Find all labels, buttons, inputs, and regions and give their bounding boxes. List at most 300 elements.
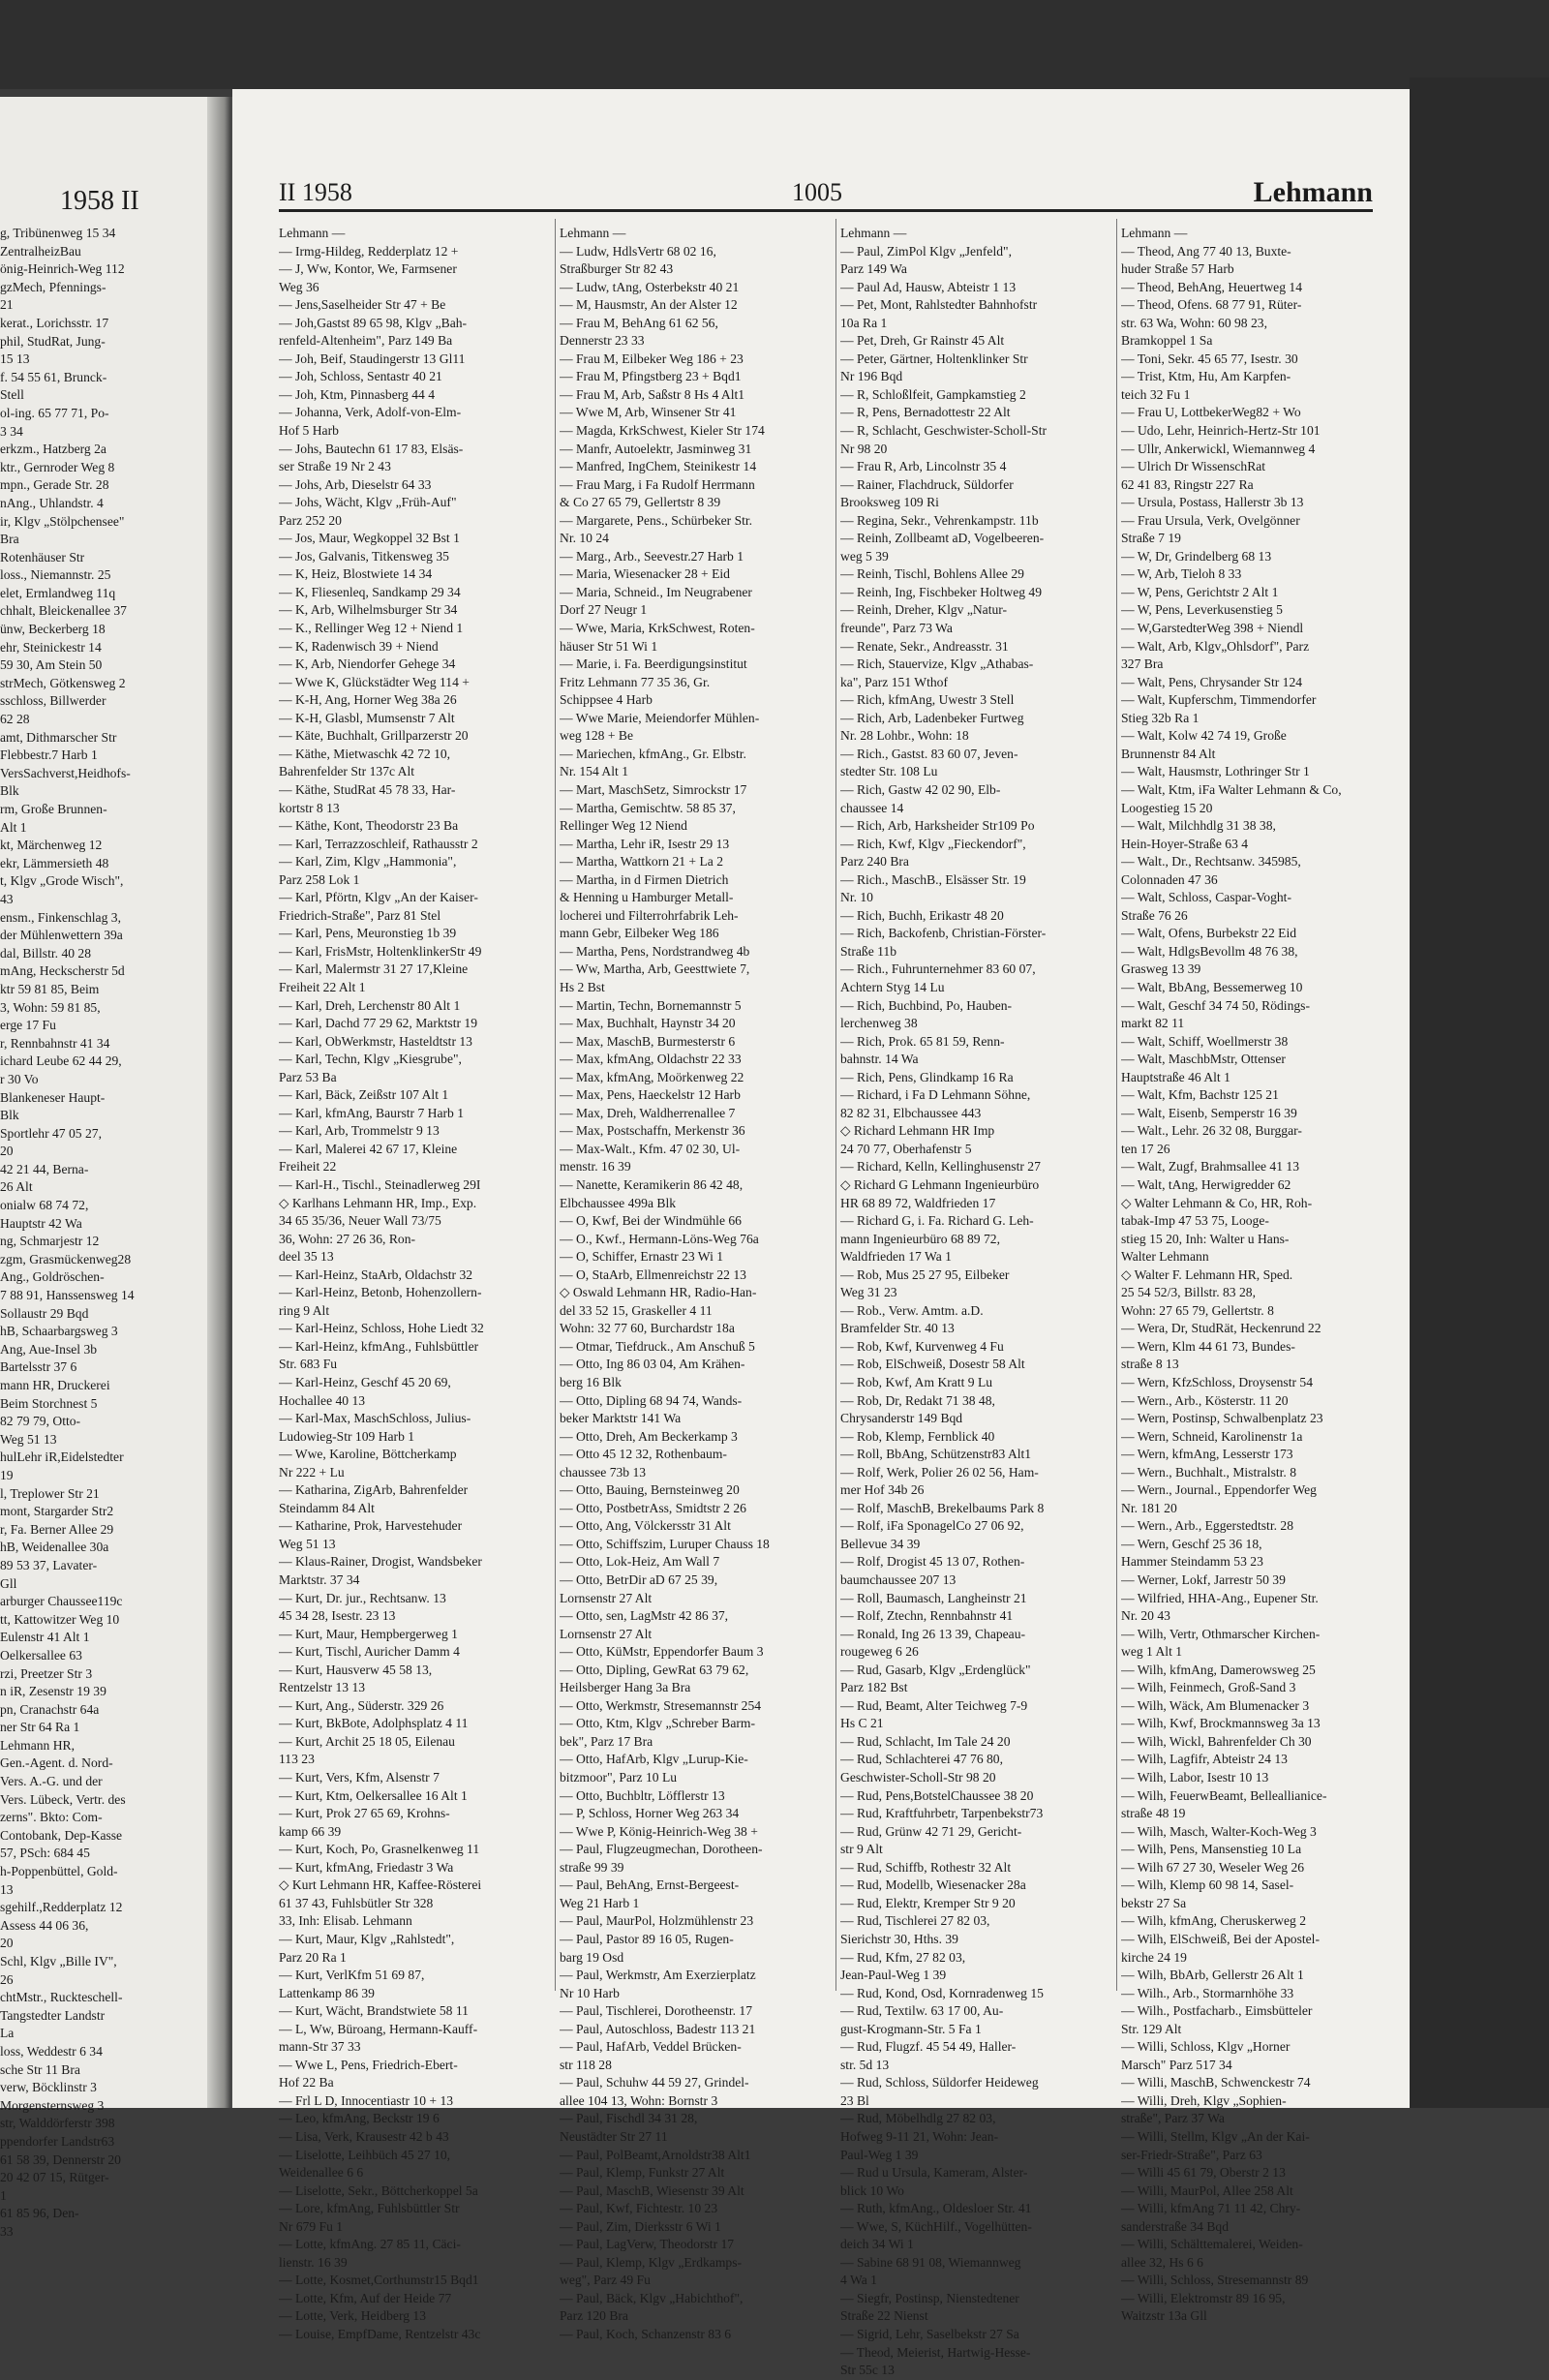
directory-entry-line: Lattenkamp 86 39 <box>279 1985 375 2000</box>
directory-entry-line: — Ullr, Ankerwickl, Wiemannweg 4 <box>1121 441 1316 456</box>
directory-entry-line: 45 34 28, Isestr. 23 13 <box>279 1608 396 1624</box>
directory-entry-line: Oelkersallee 63 <box>0 1647 82 1663</box>
directory-entry-line: Hauptstraße 46 Alt 1 <box>1121 1069 1230 1084</box>
directory-entry-line: — Kurt, kfmAng, Friedastr 3 Wa <box>279 1859 454 1875</box>
directory-entry-line: ner Str 64 Ra 1 <box>0 1720 80 1735</box>
directory-entry-line: — Rich, Prok. 65 81 59, Renn- <box>840 1033 1005 1049</box>
directory-entry-line: — Karl-H., Tischl., Steinadlerweg 29I <box>279 1176 481 1192</box>
directory-entry-line: — Pet, Mont, Rahlstedter Bahnhofstr <box>840 297 1038 313</box>
directory-entry-line: chtMstr., Ruckteschell- <box>0 1990 123 2005</box>
directory-entry-line: — Rob., Verw. Amtm. a.D. <box>840 1302 984 1318</box>
directory-entry-line: — O, Schiffer, Ernastr 23 Wi 1 <box>560 1249 724 1265</box>
directory-entry-line: — Lotte, kfmAng. 27 85 11, Cäci- <box>279 2237 461 2252</box>
directory-column-2 <box>560 225 821 2344</box>
directory-entry-line: — Max, Buchhalt, Haynstr 34 20 <box>560 1016 736 1031</box>
directory-entry-line: — Willi, Elektromstr 89 16 95, <box>1121 2290 1286 2305</box>
directory-entry-line: — Frau M, Arb, Saßstr 8 Hs 4 Alt1 <box>560 386 745 402</box>
directory-entry-line: — Joh, Ktm, Pinnasberg 44 4 <box>279 386 435 402</box>
directory-entry-line: — Frau M, Eilbeker Weg 186 + 23 <box>560 351 744 366</box>
directory-entry-line: der Mühlenwettern 39a <box>0 928 123 943</box>
directory-entry-line: teich 32 Fu 1 <box>1121 386 1191 402</box>
directory-entry-line: Hof 22 Ba <box>279 2075 334 2090</box>
directory-entry-line: 19 <box>0 1467 14 1482</box>
scan-edge <box>1410 77 1549 2108</box>
directory-entry-line: Bra <box>0 532 19 547</box>
directory-entry-line: — Rolf, Ztechn, Rennbahnstr 41 <box>840 1608 1014 1624</box>
directory-entry-line: — Toni, Sekr. 45 65 77, Isestr. 30 <box>1121 351 1298 366</box>
directory-entry-line: 33 <box>0 2223 14 2239</box>
directory-entry-line: ZentralheizBau <box>0 243 81 259</box>
directory-entry-line: Freiheit 22 <box>279 1159 337 1175</box>
directory-entry-line: — Rud, Schlachterei 47 76 80, <box>840 1752 1004 1767</box>
directory-entry-line: mer Hof 34b 26 <box>840 1482 925 1498</box>
directory-entry-line: phil, StudRat, Jung- <box>0 333 106 349</box>
directory-entry-line: Dorf 27 Neugr 1 <box>560 602 648 618</box>
directory-entry-line: — Willi, kfmAng 71 11 42, Chry- <box>1121 2201 1301 2216</box>
directory-entry-line: — Rud, Pens,BotstelChaussee 38 20 <box>840 1787 1034 1803</box>
directory-entry-line: — Wwe P, König-Heinrich-Weg 38 + <box>560 1823 758 1839</box>
directory-entry-line: Weg 51 13 <box>0 1431 57 1447</box>
directory-entry-line: — Karl-Heinz, Betonb, Hohenzollern- <box>279 1285 482 1300</box>
directory-entry-line: — R, Schloßlfeit, Gampkamstieg 2 <box>840 386 1026 402</box>
directory-entry-line: VersSachverst,Heidhofs- <box>0 765 131 780</box>
directory-entry-line: 20 42 07 15, Rütger- <box>0 2170 109 2185</box>
directory-entry-line: — Walt, Milchhdlg 31 38 38, <box>1121 818 1276 834</box>
directory-entry-line: verw, Böcklinstr 3 <box>0 2080 97 2095</box>
directory-entry-line: — Wilh., Postfacharb., Eimsbütteler <box>1121 2003 1313 2019</box>
directory-entry-line: — K., Rellinger Weg 12 + Niend 1 <box>279 621 464 636</box>
directory-entry-line: 4 Wa 1 <box>840 2273 877 2288</box>
directory-entry-line: Hauptstr 42 Wa <box>0 1215 82 1231</box>
left-page-column <box>0 225 194 2242</box>
directory-entry-line: ünw, Beckerberg 18 <box>0 622 106 637</box>
directory-entry-line: Walter Lehmann <box>1121 1249 1209 1265</box>
directory-entry-line: renfeld-Altenheim", Parz 149 Ba <box>279 333 453 349</box>
directory-entry-line: — Paul, Schuhw 44 59 27, Grindel- <box>560 2075 749 2090</box>
directory-entry-line: Straße 76 26 <box>1121 907 1188 923</box>
directory-entry-line: — Otto, Werkmstr, Stresemannstr 254 <box>560 1697 762 1713</box>
directory-entry-line: — Rich, Gastw 42 02 90, Elb- <box>840 781 1001 797</box>
directory-entry-line: — Lore, kfmAng, Fuhlsbüttler Str <box>279 2201 460 2216</box>
directory-entry-line: bekstr 27 Sa <box>1121 1895 1187 1910</box>
directory-entry-line: chaussee 73b 13 <box>560 1464 647 1480</box>
directory-entry-line: — Rolf, iFa SponagelCo 27 06 92, <box>840 1518 1024 1534</box>
directory-entry-line: Lehmann — <box>279 226 346 240</box>
directory-entry-line: — Theod, Meierist, Hartwig-Hesse- <box>840 2344 1031 2360</box>
directory-entry-line: — Paul, HafArb, Veddel Brücken- <box>560 2039 742 2055</box>
directory-entry-line: Contobank, Dep-Kasse <box>0 1827 123 1843</box>
directory-entry-line: — R, Pens, Bernadottestr 22 Alt <box>840 405 1011 420</box>
directory-entry-line: mann HR, Druckerei <box>0 1378 110 1392</box>
directory-entry-line: — Leo, kfmAng, Beckstr 19 6 <box>279 2111 440 2126</box>
directory-entry-line: 33, Inh: Elisab. Lehmann <box>279 1913 412 1929</box>
directory-entry-line: — Wwe L, Pens, Friedrich-Ebert- <box>279 2057 458 2072</box>
directory-entry-line: ◇ Richard Lehmann HR Imp <box>840 1123 995 1139</box>
directory-entry-line: — Karl, Terrazzoschleif, Rathausstr 2 <box>279 836 478 851</box>
directory-entry-line: — Paul, Pastor 89 16 05, Rugen- <box>560 1931 734 1946</box>
directory-entry-line: kerat., Lorichsstr. 17 <box>0 315 109 330</box>
directory-entry-line: weg", Parz 49 Fu <box>560 2273 651 2288</box>
directory-entry-line: zerns". Bkto: Com- <box>0 1810 103 1825</box>
directory-entry-line: — Rich, Buchh, Erikastr 48 20 <box>840 907 1004 923</box>
directory-entry-line: Bellevue 34 39 <box>840 1536 921 1551</box>
directory-entry-line: 26 Alt <box>0 1179 33 1195</box>
directory-entry-line: — Maria, Wiesenacker 28 + Eid <box>560 566 730 582</box>
directory-entry-line: — Rich, Stauervize, Klgv „Athabas- <box>840 656 1034 672</box>
directory-entry-line: — Willi, Dreh, Klgv „Sophien- <box>1121 2092 1287 2108</box>
directory-entry-line: — Reinh, Zollbeamt aD, Vogelbeeren- <box>840 531 1045 546</box>
directory-entry-line: Sportlehr 47 05 27, <box>0 1125 102 1141</box>
directory-entry-line: Nr 222 + Lu <box>279 1464 345 1480</box>
directory-entry-line: Alt 1 <box>0 819 27 835</box>
directory-entry-line: — Paul, Fischdl 34 31 28, <box>560 2111 698 2126</box>
directory-entry-line: ng, Schmarjestr 12 <box>0 1234 100 1249</box>
directory-entry-line: — Kurt, Ktm, Oelkersallee 16 Alt 1 <box>279 1787 468 1803</box>
directory-entry-line: — Käte, Buchhalt, Grillparzerstr 20 <box>279 728 469 744</box>
directory-entry-line: — Johs, Arb, Dieselstr 64 33 <box>279 476 432 492</box>
directory-entry-line: 89 53 37, Lavater- <box>0 1557 98 1572</box>
directory-entry-line: — Ronald, Ing 26 13 39, Chapeau- <box>840 1626 1026 1641</box>
directory-entry-line: — Marie, i. Fa. Beerdigungsinstitut <box>560 656 747 672</box>
directory-entry-line: 62 28 <box>0 712 30 727</box>
directory-entry-line: — Otto, Schiffszim, Luruper Chauss 18 <box>560 1536 770 1551</box>
directory-entry-line: Vers. A.-G. und der <box>0 1774 103 1789</box>
directory-entry-line: — Paul, MaschB, Wiesenstr 39 Alt <box>560 2182 744 2198</box>
directory-entry-line: — M, Hausmstr, An der Alster 12 <box>560 297 738 313</box>
directory-entry-line: — Wilh, Vertr, Othmarscher Kirchen- <box>1121 1626 1321 1641</box>
directory-entry-line: 34 65 35/36, Neuer Wall 73/75 <box>279 1213 441 1229</box>
directory-entry-line: — Willi, MaurPol, Allee 258 Alt <box>1121 2182 1293 2198</box>
directory-entry-line: — Rud, Kond, Osd, Kornradenweg 15 <box>840 1985 1044 2000</box>
directory-entry-line: — Mariechen, kfmAng., Gr. Elbstr. <box>560 746 746 761</box>
directory-entry-line: — Wwe, Maria, KrkSchwest, Roten- <box>560 621 755 636</box>
directory-entry-line: — Louise, EmpfDame, Rentzelstr 43c <box>279 2326 481 2341</box>
directory-entry-line: freunde", Parz 73 Wa <box>840 621 953 636</box>
directory-entry-line: — Karl, Arb, Trommelstr 9 13 <box>279 1123 440 1139</box>
directory-entry-line: — Walt, Kolw 42 74 19, Große <box>1121 728 1287 744</box>
directory-entry-line: Rotenhäuser Str <box>0 549 85 564</box>
directory-entry-line: — Frau U, LottbekerWeg82 + Wo <box>1121 405 1301 420</box>
directory-entry-line: — Otto, Ang, Völckersstr 31 Alt <box>560 1518 731 1534</box>
directory-entry-line: Hein-Hoyer-Straße 63 4 <box>1121 836 1249 851</box>
directory-entry-line: weg 1 Alt 1 <box>1121 1644 1183 1660</box>
directory-entry-line: Beim Storchnest 5 <box>0 1395 98 1411</box>
directory-entry-line: ir, Klgv „Stölpchensee" <box>0 513 125 529</box>
directory-entry-line: — Paul, MaurPol, Holzmühlenstr 23 <box>560 1913 754 1929</box>
directory-entry-line: 10a Ra 1 <box>840 315 888 330</box>
directory-entry-line: — Rud, Modellb, Wiesenacker 28a <box>840 1877 1026 1893</box>
directory-entry-line: — Ludw, HdlsVertr 68 02 16, <box>560 243 716 259</box>
directory-entry-line: — Walt, MaschbMstr, Ottenser <box>1121 1052 1286 1067</box>
directory-entry-line: — Rainer, Flachdruck, Süldorfer <box>840 476 1014 492</box>
directory-entry-line: — Karl, kfmAng, Baurstr 7 Harb 1 <box>279 1105 465 1120</box>
directory-entry-line: 327 Bra <box>1121 656 1164 672</box>
page-header <box>279 178 1373 212</box>
directory-entry-line: Straßburger Str 82 43 <box>560 261 674 277</box>
directory-entry-line: — Lotte, Kfm, Auf der Heide 77 <box>279 2290 452 2305</box>
directory-entry-line: Str 55c 13 <box>840 2363 895 2378</box>
directory-entry-line: Blk <box>0 1108 19 1123</box>
directory-entry-line: — Sabine 68 91 08, Wiemannweg <box>840 2254 1021 2270</box>
directory-entry-line: — Max, Dreh, Waldherrenallee 7 <box>560 1105 736 1120</box>
directory-entry-line: — Frl L D, Innocentiastr 10 + 13 <box>279 2092 454 2108</box>
directory-entry-line: hB, Weidenallee 30a <box>0 1540 109 1555</box>
directory-entry-line: — Wilh, kfmAng, Cheruskerweg 2 <box>1121 1913 1306 1929</box>
directory-entry-line: — Rud, Schlacht, Im Tale 24 20 <box>840 1733 1011 1749</box>
directory-entry-line: Nr. 181 20 <box>1121 1500 1177 1515</box>
directory-entry-line: sgehilf.,Redderplatz 12 <box>0 1900 123 1915</box>
directory-entry-line: — Ludw, tAng, Osterbekstr 40 21 <box>560 279 740 294</box>
directory-entry-line: — Max, kfmAng, Oldachstr 22 33 <box>560 1052 742 1067</box>
directory-entry-line: — Kurt, Maur, Hempbergerweg 1 <box>279 1626 458 1641</box>
directory-entry-line: — Willi, Stellm, Klgv „An der Kai- <box>1121 2128 1310 2144</box>
directory-entry-line: Parz 120 Bra <box>560 2308 628 2324</box>
directory-entry-line: kamp 66 39 <box>279 1823 342 1839</box>
directory-entry-line: — Kurt, Maur, Klgv „Rahlstedt", <box>279 1931 455 1946</box>
directory-entry-line: — Martin, Techn, Bornemannstr 5 <box>560 997 742 1013</box>
directory-entry-line: — W, Pens, Leverkusenstieg 5 <box>1121 602 1283 618</box>
directory-entry-line: Weg 51 13 <box>279 1536 336 1551</box>
directory-entry-line: — Wilh, FeuerwBeamt, Belleallianice- <box>1121 1787 1327 1803</box>
directory-entry-line: — Walt, Hausmstr, Lothringer Str 1 <box>1121 764 1310 779</box>
directory-entry-line: — Liselotte, Sekr., Böttcherkoppel 5a <box>279 2182 478 2198</box>
directory-entry-line: berg 16 Blk <box>560 1375 622 1389</box>
directory-entry-line: Dennerstr 23 33 <box>560 333 645 349</box>
directory-entry-line: — Walt, Ofens, Burbekstr 22 Eid <box>1121 926 1297 941</box>
directory-entry-line: — Udo, Lehr, Heinrich-Hertz-Str 101 <box>1121 423 1321 439</box>
directory-entry-line: Marsch" Parz 517 34 <box>1121 2057 1232 2072</box>
directory-entry-line: 20 <box>0 1144 14 1159</box>
scan-background <box>0 0 1549 89</box>
directory-entry-line: Stell <box>0 387 24 403</box>
directory-entry-line: — Walt, HdlgsBevollm 48 76 38, <box>1121 943 1298 959</box>
directory-entry-line: — K-H, Ang, Horner Weg 38a 26 <box>279 692 457 708</box>
directory-entry-line: ◇ Kurt Lehmann HR, Kaffee-Rösterei <box>279 1877 482 1893</box>
directory-entry-line: Hofweg 9-11 21, Wohn: Jean- <box>840 2128 999 2144</box>
directory-entry-line: baumchaussee 207 13 <box>840 1572 957 1588</box>
directory-entry-line: — Katharine, Prok, Harvestehuder <box>279 1518 463 1534</box>
directory-entry-line: — Wilh., Arb., Stormarnhöhe 33 <box>1121 1985 1294 2000</box>
directory-entry-line: Heilsberger Hang 3a Bra <box>560 1680 691 1695</box>
directory-entry-line: loss., Niemannstr. 25 <box>0 567 111 583</box>
directory-entry-line: ehr, Steinickestr 14 <box>0 639 102 655</box>
directory-entry-line: — Walt., Lehr. 26 32 08, Burggar- <box>1121 1123 1302 1139</box>
directory-entry-line: Blankeneser Haupt- <box>0 1089 106 1105</box>
directory-entry-line: lienstr. 16 39 <box>279 2254 348 2270</box>
directory-entry-line: — Lotte, Kosmet,Corthumstr15 Bqd1 <box>279 2273 479 2288</box>
directory-entry-line: — Klaus-Rainer, Drogist, Wandsbeker <box>279 1554 482 1570</box>
directory-entry-line: — Rob, Kwf, Kurvenweg 4 Fu <box>840 1338 1004 1354</box>
directory-entry-line: amt, Dithmarscher Str <box>0 729 117 745</box>
directory-entry-line: Marktstr. 37 34 <box>279 1572 360 1588</box>
directory-entry-line: — Kurt, Ang., Süderstr. 329 26 <box>279 1697 444 1713</box>
directory-entry-line: — Willi, MaschB, Schwenckestr 74 <box>1121 2075 1311 2090</box>
directory-entry-line: barg 19 Osd <box>560 1949 624 1965</box>
directory-entry-line: — Pet, Dreh, Gr Rainstr 45 Alt <box>840 333 1005 349</box>
directory-entry-line: — Rich., MaschB., Elsässer Str. 19 <box>840 871 1026 887</box>
directory-entry-line: ◇ Walter F. Lehmann HR, Sped. <box>1121 1266 1293 1282</box>
directory-entry-line: Nr. 28 Lohbr., Wohn: 18 <box>840 728 969 744</box>
directory-entry-line: Morgensternsweg 3 <box>0 2097 105 2113</box>
directory-entry-line: — Frau R, Arb, Lincolnstr 35 4 <box>840 459 1007 474</box>
directory-entry-line: 21 <box>0 297 14 313</box>
directory-entry-line: Achtern Styg 14 Lu <box>840 979 945 994</box>
directory-entry-line: elet, Ermlandweg 11q <box>0 585 116 600</box>
directory-entry-line: — Ww, Martha, Arb, Geesttwiete 7, <box>560 961 750 977</box>
directory-entry-line: — Walt, Schiff, Woellmerstr 38 <box>1121 1033 1289 1049</box>
directory-entry-line: mann Ingenieurbüro 68 89 72, <box>840 1231 1000 1246</box>
directory-entry-line: — Wilh, BbArb, Gellerstr 26 Alt 1 <box>1121 1968 1304 1983</box>
directory-entry-line: Tangstedter Landstr <box>0 2007 106 2023</box>
directory-entry-line: — W,GarstedterWeg 398 + Niendl <box>1121 621 1304 636</box>
directory-entry-line: — J, Ww, Kontor, We, Farmsener <box>279 261 457 277</box>
directory-entry-line: Schippsee 4 Harb <box>560 692 653 708</box>
directory-entry-line: Nr. 154 Alt 1 <box>560 764 628 779</box>
directory-entry-line: ser Straße 19 Nr 2 43 <box>279 459 391 474</box>
directory-entry-line: Parz 149 Wa <box>840 261 907 277</box>
directory-entry-line: — Margarete, Pens., Schürbeker Str. <box>560 512 753 528</box>
directory-entry-line: — Rolf, Drogist 45 13 07, Rothen- <box>840 1554 1025 1570</box>
directory-entry-line: nAng., Uhlandstr. 4 <box>0 495 104 510</box>
directory-entry-line: — Willi 45 61 79, Oberstr 2 13 <box>1121 2165 1286 2181</box>
directory-entry-line: ekr, Lämmersieth 48 <box>0 855 109 870</box>
directory-entry-line: — Maria, Schneid., Im Neugrabener <box>560 584 752 599</box>
directory-entry-line: — Martha, Gemischtw. 58 85 37, <box>560 800 736 815</box>
directory-entry-line: — Manfred, IngChem, Steinikestr 14 <box>560 459 757 474</box>
directory-entry-line: Paul-Weg 1 39 <box>840 2147 919 2162</box>
directory-entry-line: — Theod, BehAng, Heuertweg 14 <box>1121 279 1303 294</box>
directory-entry-line: Str. 129 Alt <box>1121 2021 1182 2036</box>
directory-entry-line: — Jens,Saselheider Str 47 + Be <box>279 297 446 313</box>
directory-entry-line: — Wwe Marie, Meiendorfer Mühlen- <box>560 710 760 725</box>
directory-entry-line: 1 <box>0 2187 7 2203</box>
directory-entry-line: Chrysanderstr 149 Bqd <box>840 1411 963 1426</box>
directory-entry-line: — Wwe M, Arb, Winsener Str 41 <box>560 405 737 420</box>
directory-entry-line: 62 41 83, Ringstr 227 Ra <box>1121 476 1254 492</box>
directory-column-4 <box>1121 225 1382 2326</box>
directory-entry-line: — Kurt, VerlKfm 51 69 87, <box>279 1968 425 1983</box>
directory-entry-line: n iR, Zesenstr 19 39 <box>0 1684 106 1699</box>
directory-entry-line: stieg 15 20, Inh: Walter u Hans- <box>1121 1231 1290 1246</box>
directory-entry-line: — Max, kfmAng, Moörkenweg 22 <box>560 1069 744 1084</box>
directory-entry-line: — Willi, Schälttemalerei, Weiden- <box>1121 2237 1303 2252</box>
directory-entry-line: — Frau M, BehAng 61 62 56, <box>560 315 718 330</box>
directory-entry-line: 15 13 <box>0 351 30 367</box>
directory-entry-line: — K, Fliesenleq, Sandkamp 29 34 <box>279 584 461 599</box>
directory-entry-line: Nr 98 20 <box>840 441 888 456</box>
directory-entry-line: — Martha, Wattkorn 21 + La 2 <box>560 854 724 870</box>
directory-entry-line: Friedrich-Straße", Parz 81 Stel <box>279 907 441 923</box>
directory-entry-line: — Karl-Heinz, StaArb, Oldachstr 32 <box>279 1266 473 1282</box>
directory-entry-line: — Karl, FrisMstr, HoltenklinkerStr 49 <box>279 943 482 959</box>
directory-entry-line: — Paul, Koch, Schanzenstr 83 6 <box>560 2326 732 2341</box>
directory-entry-line: — Karl-Heinz, Geschf 45 20 69, <box>279 1375 451 1389</box>
directory-entry-line: chaussee 14 <box>840 800 904 815</box>
directory-entry-line: — P, Schloss, Horner Weg 263 34 <box>560 1806 740 1821</box>
directory-entry-line: mann-Str 37 33 <box>279 2039 361 2055</box>
directory-entry-line: ol-ing. 65 77 71, Po- <box>0 405 109 420</box>
directory-entry-line: Nr 10 Harb <box>560 1985 620 2000</box>
directory-entry-line: Bramfelder Str. 40 13 <box>840 1321 955 1336</box>
directory-entry-line: — Otto, Dreh, Am Beckerkamp 3 <box>560 1428 738 1444</box>
directory-entry-line: deich 34 Wi 1 <box>840 2237 914 2252</box>
directory-entry-line: — Peter, Gärtner, Holtenklinker Str <box>840 351 1028 366</box>
directory-column-1 <box>279 225 540 2344</box>
directory-entry-line: 13 <box>0 1881 14 1897</box>
directory-entry-line: — Richard, Kelln, Kellinghusenstr 27 <box>840 1159 1041 1175</box>
directory-entry-line: — Rolf, MaschB, Brekelbaums Park 8 <box>840 1500 1045 1515</box>
directory-entry-line: ten 17 26 <box>1121 1141 1170 1156</box>
directory-entry-line: — Rich, kfmAng, Uwestr 3 Stell <box>840 692 1015 708</box>
directory-entry-line: — Lisa, Verk, Krausestr 42 b 43 <box>279 2128 449 2144</box>
directory-entry-line: Blk <box>0 783 19 799</box>
directory-entry-line: — Wilh 67 27 30, Weseler Weg 26 <box>1121 1859 1305 1875</box>
directory-entry-line: bahnstr. 14 Wa <box>840 1052 919 1067</box>
directory-entry-line: — Paul Ad, Hausw, Abteistr 1 13 <box>840 279 1017 294</box>
directory-entry-line: — Otto, PostbetrAss, Smidtstr 2 26 <box>560 1500 746 1515</box>
directory-entry-line: l, Treplower Str 21 <box>0 1485 100 1501</box>
directory-entry-line: allee 104 13, Wohn: Bornstr 3 <box>560 2092 718 2108</box>
directory-entry-line: straße 48 19 <box>1121 1806 1186 1821</box>
directory-entry-line: — Willi, Schloss, Klgv „Horner <box>1121 2039 1291 2055</box>
directory-entry-line: — Kurt, Prok 27 65 69, Krohns- <box>279 1806 450 1821</box>
directory-entry-line: Bahrenfelder Str 137c Alt <box>279 764 415 779</box>
directory-entry-line: — Wilh, Wäck, Am Blumenacker 3 <box>1121 1697 1310 1713</box>
column-rule <box>555 219 556 1991</box>
directory-entry-line: — Wilfried, HHA-Ang., Eupener Str. <box>1121 1590 1319 1605</box>
directory-entry-line: — Wern, Geschf 25 36 18, <box>1121 1536 1262 1551</box>
directory-entry-line: — Paul, PolBeamt,Arnoldstr38 Alt1 <box>560 2147 751 2162</box>
directory-entry-line: — Walt., Dr., Rechtsanw. 345985, <box>1121 854 1301 870</box>
directory-entry-line: — Walt, Schloss, Caspar-Voght- <box>1121 890 1291 905</box>
directory-entry-line: 82 82 31, Elbchaussee 443 <box>840 1105 982 1120</box>
directory-entry-line: Grasweg 13 39 <box>1121 961 1201 977</box>
directory-entry-line: — Rich, Pens, Glindkamp 16 Ra <box>840 1069 1014 1084</box>
directory-entry-line: Eulenstr 41 Alt 1 <box>0 1630 90 1645</box>
directory-entry-line: — Marg., Arb., Seevestr.27 Harb 1 <box>560 548 744 564</box>
directory-entry-line: Rentzelstr 13 13 <box>279 1680 366 1695</box>
directory-entry-line: Bramkoppel 1 Sa <box>1121 333 1213 349</box>
directory-entry-line: — Regina, Sekr., Vehrenkampstr. 11b <box>840 512 1039 528</box>
directory-entry-line: — Paul, ZimPol Klgv „Jenfeld", <box>840 243 1012 259</box>
directory-entry-line: — Rud, Tischlerei 27 82 03, <box>840 1913 990 1929</box>
directory-entry-line: ser-Friedr-Straße", Parz 63 <box>1121 2147 1262 2162</box>
directory-entry-line: — Wwe, Karoline, Böttcherkamp <box>279 1447 457 1462</box>
directory-entry-line: — Mart, MaschSetz, Simrockstr 17 <box>560 781 747 797</box>
directory-entry-line: Parz 53 Ba <box>279 1069 337 1084</box>
directory-entry-line: Stieg 32b Ra 1 <box>1121 710 1200 725</box>
directory-entry-line: tt, Kattowitzer Weg 10 <box>0 1611 120 1627</box>
directory-entry-line: ring 9 Alt <box>279 1302 330 1318</box>
directory-entry-line: erkzm., Hatzberg 2a <box>0 442 106 457</box>
directory-entry-line: — Paul, Autoschloss, Badestr 113 21 <box>560 2021 756 2036</box>
directory-entry-line: — Karl, Malerei 42 67 17, Kleine <box>279 1141 458 1156</box>
directory-entry-line: önig-Heinrich-Weg 112 <box>0 261 125 277</box>
directory-entry-line: — Walt, BbAng, Bessemerweg 10 <box>1121 979 1303 994</box>
directory-entry-line: rm, Große Brunnen- <box>0 802 107 816</box>
directory-entry-line: häuser Str 51 Wi 1 <box>560 638 658 654</box>
directory-entry-line: — Paul, Bäck, Klgv „Habichthof", <box>560 2290 744 2305</box>
directory-entry-line: — Karl-Heinz, Schloss, Hohe Liedt 32 <box>279 1321 484 1336</box>
directory-entry-line: — Wilh, kfmAng, Damerowsweg 25 <box>1121 1662 1316 1677</box>
directory-entry-line: — Wern, KfzSchloss, Droysenstr 54 <box>1121 1375 1314 1389</box>
left-page-header: 1958 II <box>60 186 139 216</box>
directory-entry-line: 36, Wohn: 27 26 36, Ron- <box>279 1231 416 1246</box>
directory-entry-line: — W, Dr, Grindelberg 68 13 <box>1121 548 1272 564</box>
directory-entry-line: r, Fa. Berner Allee 29 <box>0 1521 114 1537</box>
directory-entry-line: — Walt, Kupferschm, Timmendorfer <box>1121 692 1317 708</box>
directory-entry-line: — Otto, Ktm, Klgv „Schreber Barm- <box>560 1716 755 1731</box>
